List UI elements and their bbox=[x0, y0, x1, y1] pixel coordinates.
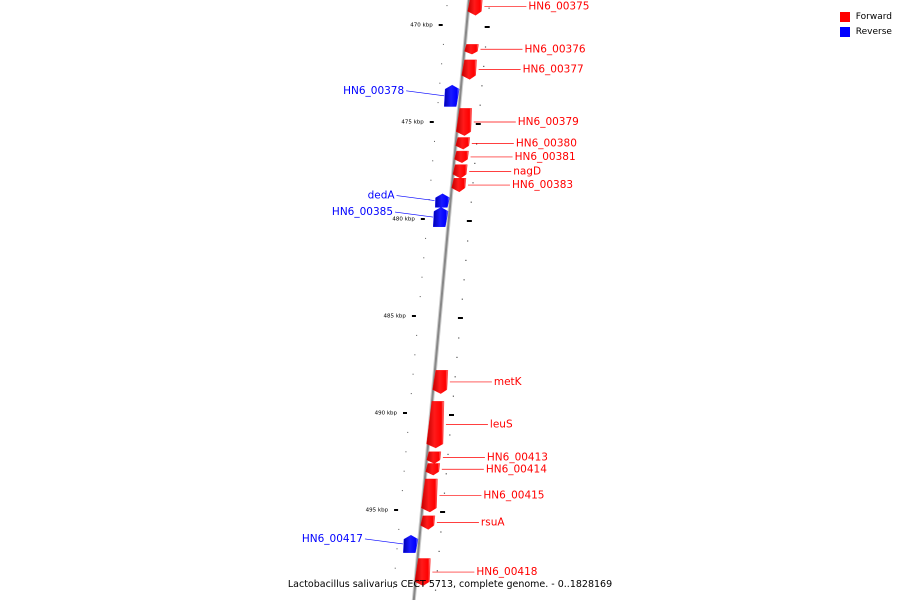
gene-arrow[interactable] bbox=[427, 401, 444, 448]
gene-hn6_00375[interactable] bbox=[468, 0, 483, 15]
gene-label: HN6_00413 bbox=[486, 451, 548, 464]
minor-tick bbox=[438, 102, 439, 103]
gene-hn6_00377[interactable] bbox=[462, 60, 477, 79]
gene-arrow[interactable] bbox=[454, 151, 468, 163]
gene-arrow[interactable] bbox=[452, 178, 466, 192]
gene-label: HN6_00379 bbox=[517, 116, 579, 128]
gene-deda[interactable] bbox=[435, 194, 449, 208]
gene-arrow[interactable] bbox=[426, 463, 440, 475]
tick-label: 470 kbp bbox=[410, 22, 433, 29]
minor-tick bbox=[398, 529, 399, 530]
gene-hn6_00417[interactable] bbox=[403, 535, 418, 552]
gene-arrow[interactable] bbox=[468, 0, 483, 15]
major-tick bbox=[430, 121, 434, 123]
minor-tick bbox=[440, 531, 441, 532]
gene-label: HN6_00378 bbox=[343, 84, 405, 97]
minor-tick bbox=[425, 238, 426, 239]
minor-tick bbox=[430, 180, 431, 181]
gene-hn6_00376[interactable] bbox=[465, 44, 479, 54]
minor-tick bbox=[483, 66, 484, 67]
minor-tick bbox=[471, 202, 472, 203]
gene-label: metK bbox=[493, 375, 522, 388]
gene-rsua[interactable] bbox=[421, 516, 435, 530]
gene-hn6_00381[interactable] bbox=[454, 151, 468, 163]
tick-label: 485 kbp bbox=[383, 313, 406, 320]
gene-arrow[interactable] bbox=[462, 60, 477, 79]
gene-label: HN6_00381 bbox=[514, 150, 576, 163]
gene-label: HN6_00415 bbox=[483, 489, 545, 502]
legend bbox=[840, 9, 892, 39]
gene-label: leuS bbox=[489, 418, 513, 431]
minor-tick bbox=[467, 240, 468, 241]
minor-tick bbox=[474, 163, 475, 164]
forward-swatch bbox=[840, 12, 850, 22]
gene-arrow[interactable] bbox=[465, 44, 479, 54]
gene-label: HN6_00418 bbox=[476, 566, 538, 579]
minor-tick bbox=[432, 160, 433, 161]
gene-label: nagD bbox=[513, 165, 542, 178]
label-leader bbox=[397, 196, 435, 201]
minor-tick bbox=[437, 570, 438, 571]
gene-hn6_00378[interactable] bbox=[444, 85, 459, 106]
legend-label-forward: Forward bbox=[855, 11, 892, 22]
minor-tick bbox=[462, 299, 463, 300]
minor-tick bbox=[456, 357, 457, 358]
gene-labels bbox=[302, 1, 590, 579]
minor-tick bbox=[472, 182, 473, 183]
gene-label: HN6_00417 bbox=[301, 532, 363, 545]
gene-label: HN6_00380 bbox=[515, 137, 577, 150]
major-tick bbox=[476, 123, 481, 125]
major-tick bbox=[485, 26, 490, 28]
gene-label: HN6_00383 bbox=[511, 179, 574, 192]
minor-tick bbox=[413, 374, 414, 375]
major-tick bbox=[394, 509, 398, 511]
minor-tick bbox=[414, 354, 415, 355]
gene-nagd[interactable] bbox=[453, 165, 467, 179]
reverse-swatch bbox=[840, 27, 850, 37]
minor-tick bbox=[423, 257, 424, 258]
minor-tick bbox=[463, 279, 464, 280]
gene-label: HN6_00377 bbox=[522, 63, 584, 76]
gene-label: HN6_00414 bbox=[485, 463, 547, 476]
tick-label: 495 kbp bbox=[365, 507, 389, 514]
minor-tick bbox=[488, 8, 489, 9]
gene-label: rsuA bbox=[480, 516, 505, 529]
minor-tick bbox=[465, 260, 466, 261]
gene-label: HN6_00375 bbox=[528, 0, 590, 13]
minor-tick bbox=[485, 46, 486, 47]
minor-tick bbox=[443, 44, 444, 45]
minor-tick bbox=[407, 432, 408, 433]
tick-label: 475 kbp bbox=[401, 119, 424, 126]
tick-label: 490 kbp bbox=[374, 410, 398, 417]
minor-tick bbox=[455, 376, 456, 377]
minor-tick bbox=[395, 568, 396, 569]
major-tick bbox=[439, 24, 443, 26]
label-leader bbox=[406, 91, 444, 96]
major-tick bbox=[403, 412, 407, 414]
legend-item-forward bbox=[840, 9, 892, 24]
minor-tick bbox=[421, 277, 422, 278]
major-tick bbox=[412, 315, 416, 317]
major-tick bbox=[440, 511, 445, 513]
minor-tick bbox=[480, 105, 481, 106]
major-tick bbox=[449, 414, 454, 416]
gene-hn6_00385[interactable] bbox=[433, 207, 448, 226]
gene-hn6_00380[interactable] bbox=[456, 138, 470, 150]
major-tick bbox=[421, 218, 425, 220]
legend-label-reverse: Reverse bbox=[855, 26, 892, 37]
gene-hn6_00383[interactable] bbox=[452, 178, 466, 192]
gene-arrow[interactable] bbox=[453, 165, 467, 179]
gene-label: HN6_00385 bbox=[331, 206, 394, 219]
gene-arrow[interactable] bbox=[403, 535, 418, 552]
gene-leus[interactable] bbox=[427, 401, 444, 448]
minor-tick bbox=[446, 473, 447, 474]
minor-tick bbox=[416, 335, 417, 336]
minor-tick bbox=[439, 83, 440, 84]
label-leader bbox=[365, 539, 403, 544]
gene-label: dedA bbox=[367, 189, 395, 202]
minor-tick bbox=[453, 396, 454, 397]
gene-arrow[interactable] bbox=[456, 138, 470, 150]
minor-tick bbox=[404, 471, 405, 472]
gene-hn6_00413[interactable] bbox=[427, 452, 441, 464]
minor-tick bbox=[420, 296, 421, 297]
gene-arrow[interactable] bbox=[433, 207, 448, 226]
minor-tick bbox=[481, 85, 482, 86]
legend-item-reverse bbox=[840, 24, 892, 39]
minor-tick bbox=[397, 548, 398, 549]
map-title: Lactobacillus salivarius CECT 5713, complete genome. - 0..1828169 bbox=[287, 579, 613, 590]
gene-arrow[interactable] bbox=[435, 194, 449, 208]
major-tick bbox=[467, 220, 472, 222]
gene-hn6_00414[interactable] bbox=[426, 463, 440, 475]
genome-backbone bbox=[412, 0, 471, 600]
minor-tick bbox=[447, 454, 448, 455]
minor-tick bbox=[434, 141, 435, 142]
gene-arrow[interactable] bbox=[444, 85, 459, 106]
minor-tick bbox=[411, 393, 412, 394]
gene-label: HN6_00376 bbox=[524, 43, 586, 56]
minor-tick bbox=[405, 451, 406, 452]
gene-arrow[interactable] bbox=[421, 516, 435, 530]
tick-label: 480 kbp bbox=[392, 216, 415, 223]
minor-tick bbox=[439, 551, 440, 552]
minor-tick bbox=[446, 5, 447, 6]
major-tick bbox=[458, 317, 463, 319]
gene-arrow[interactable] bbox=[427, 452, 441, 464]
minor-tick bbox=[444, 493, 445, 494]
minor-tick bbox=[441, 63, 442, 64]
minor-tick bbox=[402, 490, 403, 491]
minor-tick bbox=[458, 337, 459, 338]
minor-tick bbox=[449, 434, 450, 435]
